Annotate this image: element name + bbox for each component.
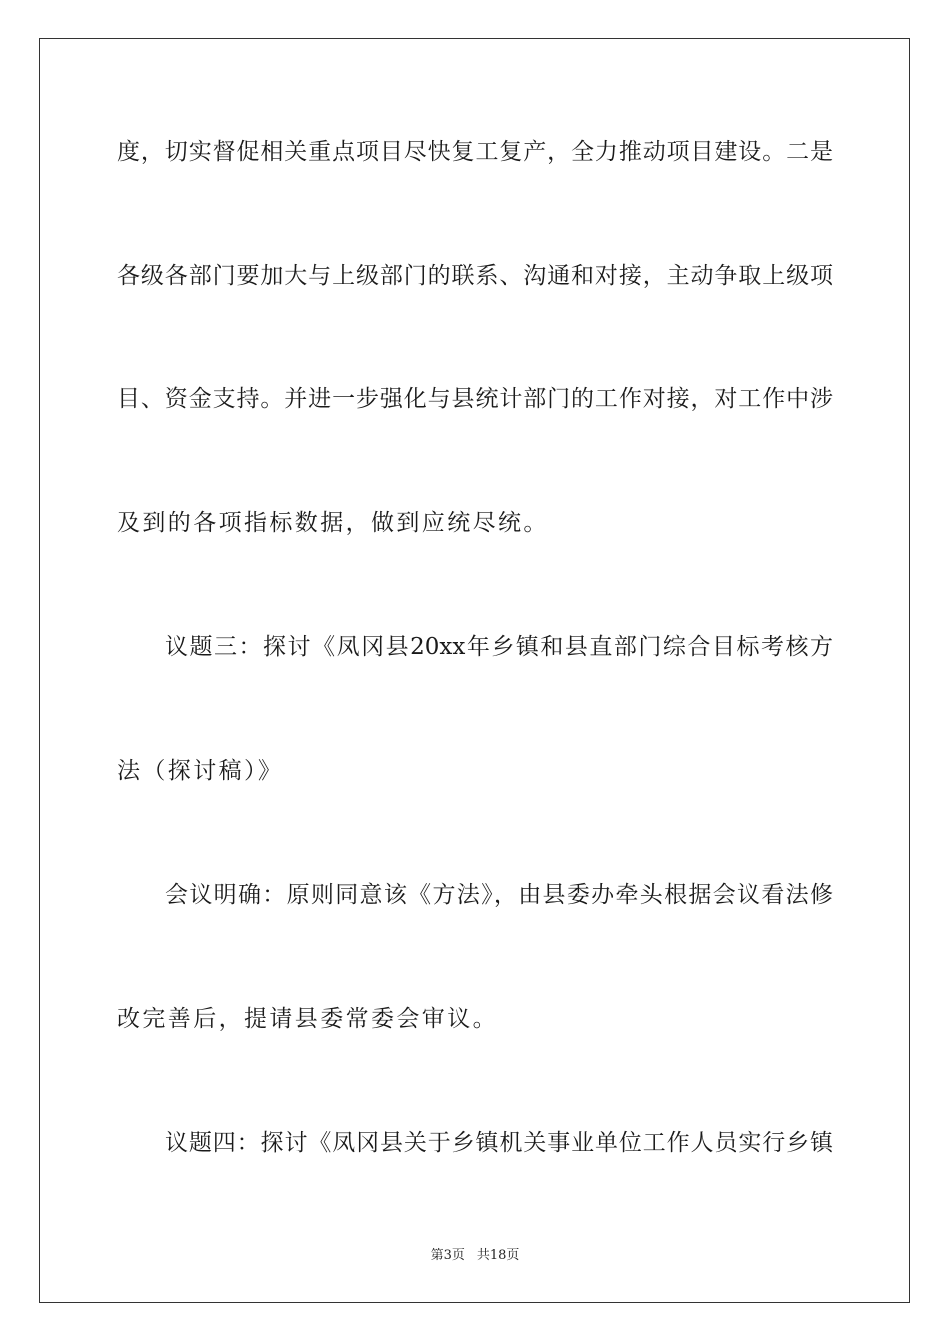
- meeting-resolution-line: 会议明确：原则同意该《方法》，由县委办牵头根据会议看法修: [165, 882, 833, 908]
- paragraph-line: 目、资金支持。并进一步强化与县统计部门的工作对接，对工作中涉: [117, 386, 833, 412]
- agenda-item-four-heading: 议题四：探讨《凤冈县关于乡镇机关事业单位工作人员实行乡镇: [165, 1130, 833, 1156]
- page-footer: [0, 1247, 950, 1265]
- paragraph-line: 改完善后，提请县委常委会审议。: [117, 1006, 498, 1032]
- page-frame: [39, 38, 910, 1303]
- page-number-total: 共18页: [476, 1248, 520, 1263]
- page-number-current: 第3页: [430, 1248, 465, 1263]
- paragraph-line: 度，切实督促相关重点项目尽快复工复产，全力推动项目建设。二是: [117, 139, 833, 165]
- paragraph-line: 各级各部门要加大与上级部门的联系、沟通和对接，主动争取上级项: [117, 263, 833, 289]
- agenda-item-three-heading: 议题三：探讨《凤冈县20xx年乡镇和县直部门综合目标考核方: [165, 634, 833, 660]
- paragraph-line: 法（探讨稿）》: [117, 758, 284, 784]
- paragraph-line: 及到的各项指标数据，做到应统尽统。: [117, 510, 549, 536]
